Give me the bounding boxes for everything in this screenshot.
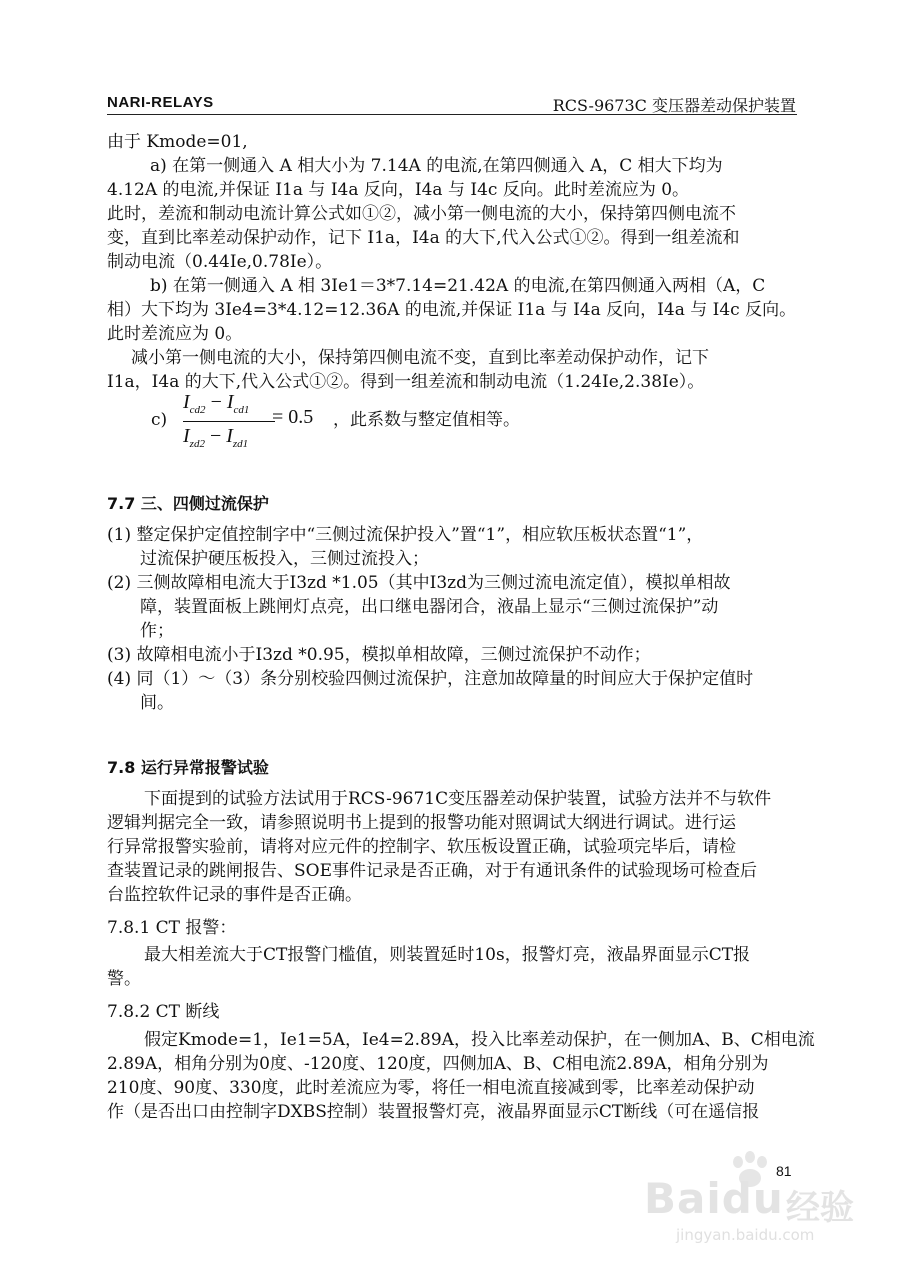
- text-line: 下面提到的试验方法试用于RCS-9671C变压器差动保护装置，试验方法并不与软件: [144, 789, 772, 809]
- text-line: 变，直到比率差动保护动作，记下 I1a，I4a 的大下,代入公式①②。得到一组差流和: [107, 228, 740, 248]
- text-line: 减小第一侧电流的大小，保持第四侧电流不变，直到比率差动保护动作，记下: [131, 348, 709, 368]
- text-line: I1a，I4a 的大下,代入公式①②。得到一组差流和制动电流（1.24Ie,2.38Ie）。: [107, 372, 705, 392]
- formula-tail: ，此系数与整定值相等。: [333, 410, 520, 430]
- watermark-logo: Baidu: [644, 1174, 784, 1223]
- subsection-heading-7-8-1: 7.8.1 CT 报警：: [107, 918, 237, 938]
- section-heading-7-7: 7.7 三、四侧过流保护: [107, 494, 269, 513]
- text-line: 2.89A，相角分别为0度、-120度、120度，四侧加A、B、C相电流2.89A，相角分别为: [107, 1054, 769, 1074]
- header-brand: NARI-RELAYS: [107, 94, 214, 111]
- list-item: (1) 整定保护定值控制字中“三侧过流保护投入”置“1”，相应软压板状态置“1”，: [107, 525, 704, 545]
- text-line: 此时，差流和制动电流计算公式如①②，减小第一侧电流的大小，保持第四侧电流不: [107, 204, 736, 224]
- text-line: 逻辑判据完全一致，请参照说明书上提到的报警功能对照调试大纲进行调试。进行运: [107, 813, 736, 833]
- text-line: 作（是否出口由控制字DXBS控制）装置报警灯亮，液晶界面显示CT断线（可在遥信报: [107, 1102, 760, 1122]
- text-line: 210度、90度、330度，此时差流应为零，将任一相电流直接减到零，比率差动保护动: [107, 1078, 755, 1098]
- text-line: 4.12A 的电流,并保证 I1a 与 I4a 反向，I4a 与 I4c 反向。此时差流应为 0。: [107, 180, 690, 200]
- text-line: a) 在第一侧通入 A 相大小为 7.14A 的电流,在第四侧通入 A，C 相大下均为: [150, 156, 723, 176]
- watermark-url: jingyan.baidu.com: [676, 1226, 815, 1244]
- baidu-watermark: [636, 1150, 866, 1250]
- fraction-bar: [183, 421, 275, 422]
- list-item: 作；: [140, 621, 174, 641]
- section-heading-7-8: 7.8 运行异常报警试验: [107, 758, 269, 777]
- text-line: 查装置记录的跳闸报告、SOE事件记录是否正确，对于有通讯条件的试验现场可检查后: [107, 861, 757, 881]
- formula-numerator: $I_{cd2} - I_{cd1}$: [183, 391, 250, 416]
- text-line: 假定Kmode=1，Ie1=5A，Ie4=2.89A，投入比率差动保护，在一侧加A、B、C相电流: [144, 1030, 815, 1050]
- watermark-logo-cn: 经验: [786, 1188, 854, 1228]
- text-line: 相）大下均为 3Ie4=3*4.12=12.36A 的电流,并保证 I1a 与 I4a 反向，I4a 与 I4c 反向。: [107, 300, 797, 320]
- list-item: (2) 三侧故障相电流大于I3zd *1.05（其中I3zd为三侧过流电流定值），模拟单相故: [107, 573, 731, 593]
- list-item: 障，装置面板上跳闸灯点亮，出口继电器闭合，液晶上显示“三侧过流保护”动: [140, 597, 719, 617]
- text-line: 警。: [107, 969, 141, 989]
- text-line: 由于 Kmode=01,: [107, 132, 248, 152]
- text-line: 行异常报警实验前，请将对应元件的控制字、软压板设置正确，试验项完毕后，请检: [107, 837, 736, 857]
- text-line: 制动电流（0.44Ie,0.78Ie）。: [107, 252, 333, 272]
- text-line: 台监控软件记录的事件是否正确。: [107, 885, 362, 905]
- text-line: 此时差流应为 0。: [107, 324, 243, 344]
- list-item: 过流保护硬压板投入，三侧过流投入；: [140, 549, 429, 569]
- list-item: (4) 同（1）～（3）条分别校验四侧过流保护，注意加故障量的时间应大于保护定值时: [107, 669, 754, 689]
- header-divider: [107, 114, 797, 115]
- text-line: 最大相差流大于CT报警门槛值，则装置延时10s，报警灯亮，液晶界面显示CT报: [144, 945, 751, 965]
- formula-denominator: $I_{zd2} - I_{zd1}$: [183, 425, 249, 450]
- subsection-heading-7-8-2: 7.8.2 CT 断线: [107, 1002, 220, 1022]
- list-item: 间。: [140, 693, 174, 713]
- formula-label: c): [151, 410, 168, 430]
- text-line: b) 在第一侧通入 A 相 3Ie1＝3*7.14=21.42A 的电流,在第四侧通入两相（A，C: [150, 276, 766, 296]
- header-doc-title: RCS-9673C 变压器差动保护装置: [552, 96, 796, 115]
- page-number: 81: [776, 1163, 792, 1179]
- list-item: (3) 故障相电流小于I3zd *0.95，模拟单相故障，三侧过流保护不动作；: [107, 645, 651, 665]
- formula-result: = 0.5: [272, 406, 314, 428]
